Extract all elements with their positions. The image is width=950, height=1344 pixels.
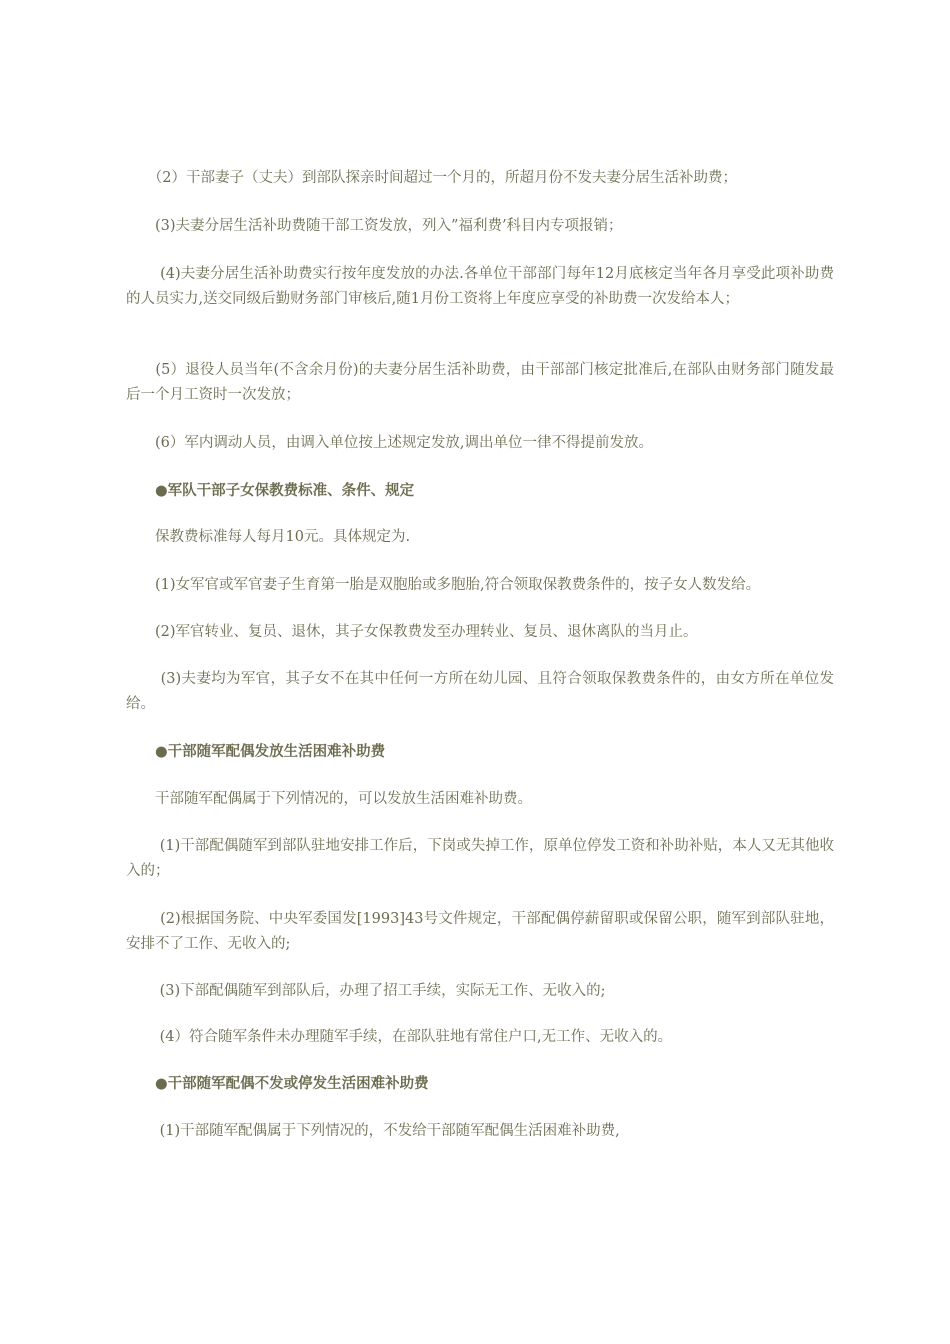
paragraph-not-issued: (1)干部随军配偶属于下列情况的，不发给干部随军配偶生活困难补助费, — [126, 1123, 620, 1139]
section-heading-childcare-fee: ●军队干部子女保教费标准、条件、规定 — [126, 483, 415, 499]
paragraph-childcare-standard: 保教费标准每人每月10元。具体规定为. — [126, 529, 411, 545]
section-heading-stop-allowance: ●干部随军配偶不发或停发生活困难补助费 — [126, 1076, 429, 1092]
paragraph-hardship-intro: 干部随军配偶属于下列情况的，可以发放生活困难补助费。 — [126, 791, 532, 807]
paragraph-internal-transfer: (6）军内调动人员，由调入单位按上述规定发放,调出单位一律不得提前发放。 — [126, 435, 653, 451]
paragraph-retired-personnel: (5）退役人员当年(不含余月份)的夫妻分居生活补助费，由干部部门核定批准后,在部队由财务部门随发最后一个月工资时一次发放； — [126, 362, 834, 403]
section-heading-hardship-allowance: ●干部随军配偶发放生活困难补助费 — [126, 744, 386, 760]
paragraph-allowance-with-salary: (3)夫妻分居生活补助费随干部工资发放，列入”福利费’科目内专项报销； — [126, 218, 623, 234]
paragraph-both-officers: (3)夫妻均为军官，其子女不在其中任何一方所在幼儿园、且符合领取保教费条件的，由女方所在单位发给。 — [126, 671, 834, 712]
paragraph-residence-no-job: (4）符合随军条件未办理随军手续，在部队驻地有常住户口,无工作、无收入的。 — [126, 1029, 673, 1045]
paragraph-transfer-retire: (2)军官转业、复员、退休，其子女保教费发至办理转业、复员、退休离队的当月止。 — [126, 624, 698, 640]
paragraph-twins: (1)女军官或军官妻子生育第一胎是双胞胎或多胞胎,符合领取保教费条件的，按子女人数发给。 — [126, 577, 761, 593]
paragraph-annual-payment: (4)夫妻分居生活补助费实行按年度发放的办法.各单位干部部门每年12月底核定当年各月享受此项补助费的人员实力,送交同级后勤财务部门审核后,随1月份工资将上年度应享受的补助费一次发给本人； — [126, 266, 834, 307]
paragraph-laid-off: (1)干部配偶随军到部队驻地安排工作后，下岗或失掉工作，原单位停发工资和补助补贴，本人又无其他收入的； — [126, 838, 834, 879]
paragraph-visit-over-month: （2）干部妻子（丈夫）到部队探亲时间超过一个月的，所超月份不发夫妻分居生活补助费； — [126, 170, 737, 186]
paragraph-state-council-rule: (2)根据国务院、中央军委国发[1993]43号文件规定，干部配偶停薪留职或保留公职，随军到部队驻地，安排不了工作、无收入的; — [126, 911, 834, 952]
paragraph-recruitment-no-job: (3)下部配偶随军到部队后，办理了招工手续，实际无工作、无收入的; — [126, 983, 606, 999]
